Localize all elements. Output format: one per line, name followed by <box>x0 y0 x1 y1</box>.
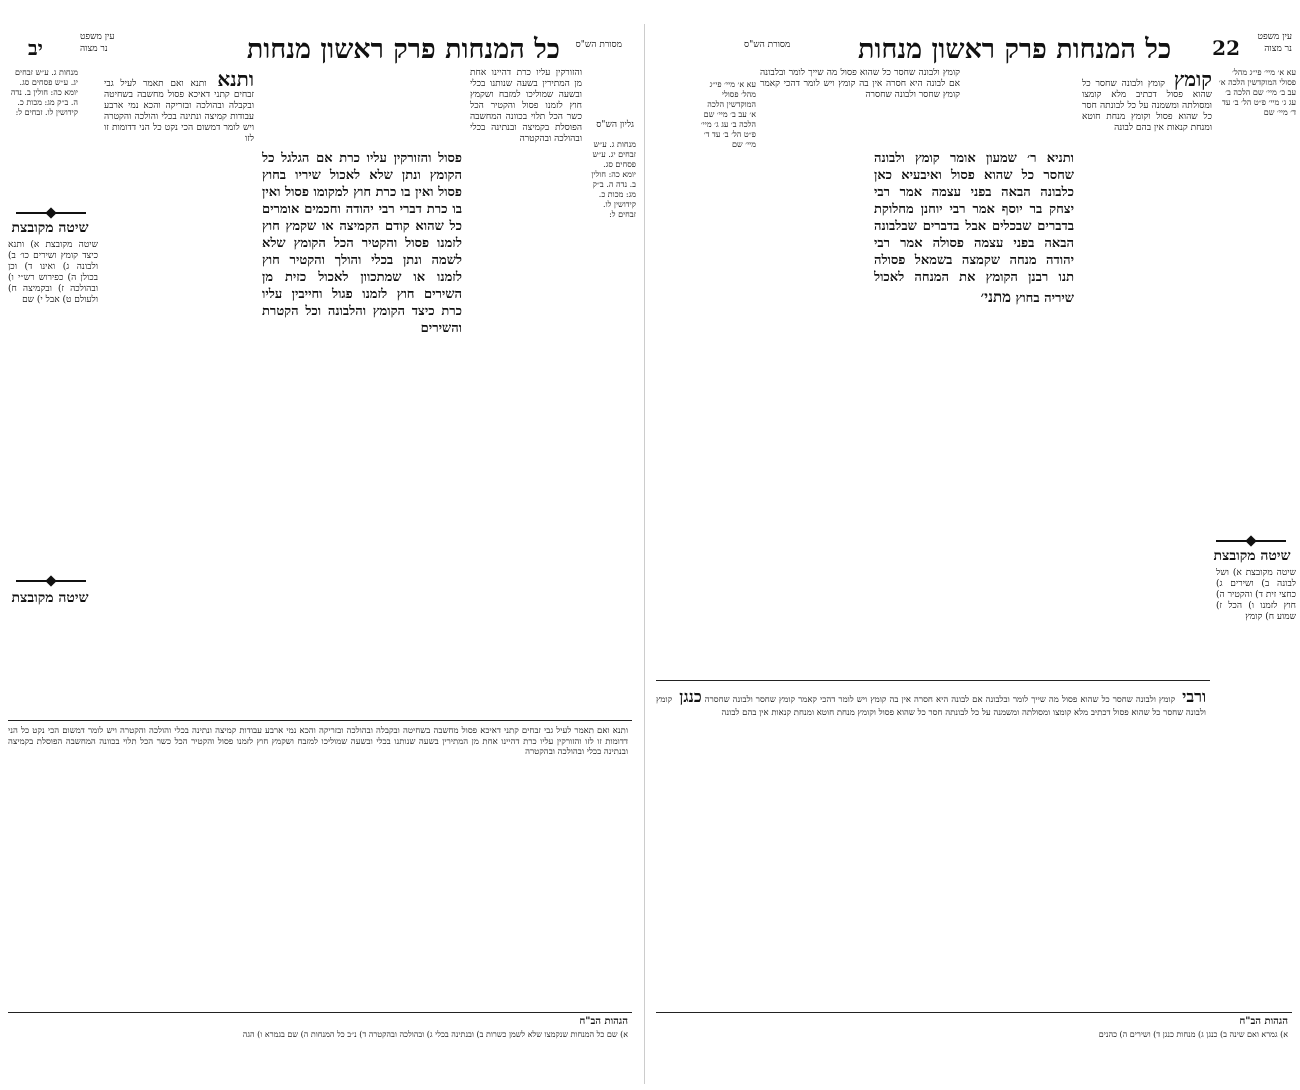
right-running-title: כל המנחות פרק ראשון מנחות <box>858 34 1172 65</box>
left-footer-notes: א) שם כל המנחות שנקמצו שלא לשמן כשרות ב) ובנתינה בכלי ג) ובהולכה ובהקטרה ד) נ״ב כל המנחות ה) שם בגמרא ו) הגה <box>242 1030 628 1039</box>
left-tosafot-text: ותנא ואם תאמר לעיל גבי זבחים קתני דאיכא פסול מחשבה בשחיטה ובקבלה ובהולכה ובזריקה והכא נמי ארבע עבודות קמיצה ונתינה בכלי והולכה והקטרה ויש לומר דמשום הכי נקט כל הני דדומות זו לזו <box>104 79 254 144</box>
right-main-text-body: ותניא ר׳ שמעון אומר קומץ ולבונה שחסר כל שהוא פסול ואיבעיא כאן כלבונה הבאה בפני עצמה אמר רבי יצחק בר יוסף אמר רבי יוחנן מחלוקת בדברים שבכלים אבל בדברים שבלבונה הבאה בפני עצמה פסולה אמר רבי יהודה מנחה שקמצה בשמאל פסולה תנו רבנן הקומץ את המנחה לאכול שיריה בחוץ <box>874 151 1074 306</box>
left-section-heading-1: שיטה מקובצת <box>11 220 89 236</box>
right-corner-label-ner-mitzva: נר מצוה <box>1264 44 1292 54</box>
right-mishna-label: מתני׳ <box>980 288 1011 306</box>
right-tosafot-column: קומץ ולבונה שחסר כל שהוא פסול מה שייך לומר ובלבונה אם לבונה היא חסרה אין בה קומץ ויש לומר דהכי קאמר קומץ שחסר ולבונה שחסרה <box>760 68 960 100</box>
left-running-title: כל המנחות פרק ראשון מנחות <box>246 34 560 65</box>
right-rashi-column <box>1082 68 1212 718</box>
right-footer-label: הגהות הב"ח <box>1239 1016 1288 1027</box>
right-margin-references: עא א׳ מיי׳ פי״ג מהל׳ פסולי המוקדשין הלכה א׳ עב ב׳ מיי׳ שם הלכה ב׳ עג ג׳ מיי׳ פ״ט הל׳ ב׳ עד ד׳ מיי׳ שם <box>1218 68 1296 117</box>
left-lower-commentary <box>8 726 628 1006</box>
gutter-line <box>644 24 645 1084</box>
right-masoret-label: מסורת הש"ס <box>744 40 791 50</box>
right-lower-commentary-text: קומץ ולבונה שחסר כל שהוא פסול מה שייך לומר ובלבונה אם לבונה היא חסרה אין בה קומץ ויש לומר דהכי קאמר קומץ שחסר ולבונה שחסרה <box>704 695 1176 705</box>
left-main-text: פסול והזורקין עליו כרת אם הגלגל כל הקומץ ונתן שלא לאכול שיריו בחוץ פסול ואין בו כרת חוץ למקומו פסול ואין בו כרת דברי רבי יהודה וחכמים אומרים כל שהוא קודם הקמיצה או שקמץ חוץ לזמנו פסול והקטיר הכל הקומץ שלא לשמה ונתן בכלי והולך והקטיר חוץ לזמנו או שמתכוון לאכול כזית מן השירים חוץ לזמנו פגול וחייבין עליו כרת כיצד הקומץ והלבונה וכל הקטרת והשירים <box>262 151 462 336</box>
divider-line <box>8 720 632 721</box>
left-page <box>0 0 640 1090</box>
left-masoret-label: מסורת הש"ס <box>575 40 622 50</box>
right-rashi-text: קומץ ולבונה שחסר כל שהוא פסול דכתיב מלא קומצו ומסולתה ומשמנה על כל לבונתה חסר כל שהוא פסול וקומץ מנחת חוטא ומנחת קנאות אין בהם לבונה <box>1082 79 1212 133</box>
left-main-heading: ותנא <box>217 68 254 91</box>
left-footer-label: הגהות הב"ח <box>579 1016 628 1027</box>
right-page-header <box>648 28 1300 68</box>
left-gloss-label: גליון הש"ס <box>596 120 634 130</box>
left-margin-references: מנחות ג. ע״ש זבחים יג. ע״ש פסחים סג. יומא כה: חולין ב. נדה ה. ב״ק מג: מכות כ. קידושין לו. זבחים ל: <box>10 68 78 117</box>
right-folio-number: 22 <box>1212 36 1240 60</box>
right-commentary-column: שיטה מקובצת א) ושל לבונה ב) ושירים ג) כחצי זית ד) והקטיר ה) חוץ לזמנו ו) הכל ז) שמוע ח) קומץ <box>1216 568 1296 622</box>
right-page <box>648 0 1300 1090</box>
right-lower-commentary-text-2: קומץ ולבונה שחסר כל שהוא פסול דכתיב מלא קומצו ומסולתה ומשמנה על כל לבונתה חסר כל שהוא פסול וקומץ מנחת חוטא ומנחת קנאות אין בהם לבונה <box>656 695 1206 718</box>
left-section-heading-2: שיטה מקובצת <box>11 590 89 606</box>
left-rashi-column: והזורקין עליו כרת דהיינו אחת מן המתירין בשעה שנותנו בכלי ובשעה שמוליכו למזבח ושקמץ חוץ לזמנו פסול והקטיר הכל כשר הכל תלוי בכוונה המחשבה הפוסלת בקמיצה ובנתינה בכלי ובהולכה ובהקטרה <box>470 68 582 144</box>
ornament-divider <box>16 580 86 582</box>
footer-divider <box>656 1012 1292 1013</box>
footer-divider <box>8 1012 632 1013</box>
left-inner-margin-references: מנחות ג. ע״ש זבחים יג. ע״ש פסחים סג. יומא כה: חולין ב. נדה ה. ב״ק מג: מכות כ. קידושין לו. זבחים ל: <box>591 140 636 219</box>
right-corner-label-ein-mishpat: עין משפט <box>1257 32 1292 42</box>
right-section-heading: שיטה מקובצת <box>1213 548 1291 564</box>
ornament-divider <box>1216 540 1286 542</box>
right-inner-margin-references: עא א׳ מיי׳ פי״ג מהל׳ פסולי המוקדשין הלכה א׳ עב ב׳ מיי׳ שם הלכה ב׳ עג ג׳ מיי׳ פ״ט הל׳ ב׳ עד ד׳ מיי׳ שם <box>700 80 756 149</box>
left-lower-commentary-text-2: והזורקין עליו כרת דהיינו אחת מן המתירין בשעה שנותנו בכלי ובשעה שמוליכו למזבח ושקמץ חוץ לזמנו פסול והקטיר הכל כשר הכל תלוי בכוונה המחשבה הפוסלת בקמיצה ובנתינה בכלי ובהולכה ובהקטרה <box>8 736 628 757</box>
left-tosafot-column <box>104 68 254 708</box>
left-corner-label-ner-mitzva: נר מצוה <box>80 44 108 54</box>
right-section-heading-2: כנגן <box>679 687 702 706</box>
divider-line <box>656 680 1210 681</box>
left-folio-number: יב <box>28 36 43 60</box>
left-commentary-column: שיטה מקובצת א) ותנא כיצד קומץ ושירים כו׳ ב) ולבונה ג) ואינו ד) וכן בכולן ה) כפירוש רש״י ו) ובהולכה ז) ובקמיצה ח) ולעולם ט) אבל י) שם <box>8 240 98 305</box>
ornament-divider <box>16 212 86 214</box>
right-footer-notes: א) גמרא ואם שינה ב) כנגן ג) מנחות כנגן ד) ושירים ה) כהנים <box>1098 1030 1288 1039</box>
left-lower-commentary-text: ותנא ואם תאמר לעיל גבי זבחים קתני דאיכא פסול מחשבה בשחיטה ובקבלה ובהולכה ובזריקה והכא נמי ארבע עבודות קמיצה ונתינה בכלי והולכה והקטרה ויש לומר דמשום הכי נקט כל הני דדומות זו לזו <box>8 726 628 747</box>
right-main-heading-2: ורבי <box>1182 687 1206 706</box>
right-main-heading-1: קומץ <box>1173 68 1212 91</box>
right-lower-commentary <box>656 686 1206 1006</box>
left-page-header <box>0 28 640 68</box>
left-corner-label-ein-mishpat: עין משפט <box>80 32 115 42</box>
